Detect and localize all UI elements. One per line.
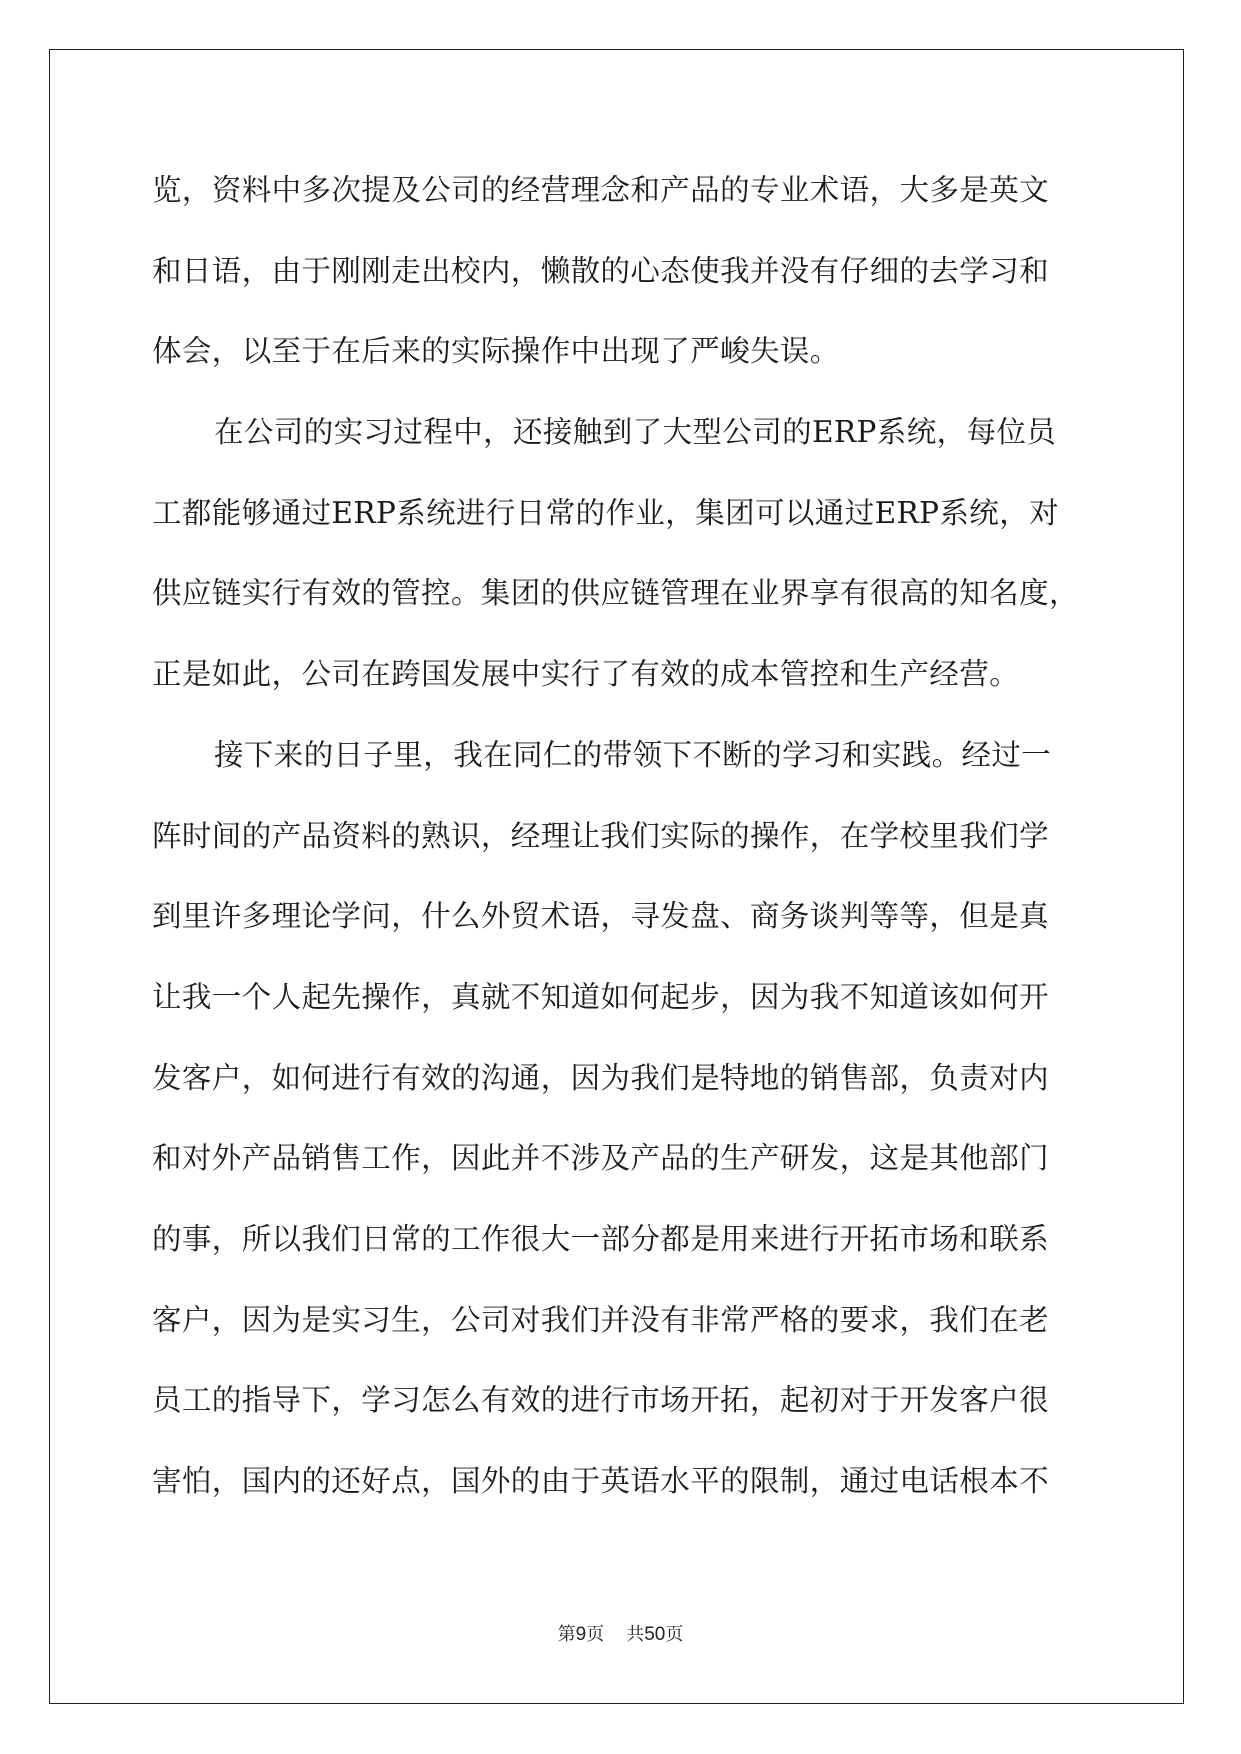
text-line: 览，资料中多次提及公司的经营理念和产品的专业术语，大多是英文 [152, 173, 1050, 207]
page-footer [0, 1620, 1241, 1646]
footer-page-suffix: 页 [586, 1624, 605, 1645]
text-line: 发客户，如何进行有效的沟通，因为我们是特地的销售部，负责对内 [152, 1060, 1050, 1095]
text-line: 阵时间的产品资料的熟识，经理让我们实际的操作，在学校里我们学 [152, 818, 1050, 853]
footer-total-prefix: 共 [626, 1624, 645, 1645]
paragraph-first-line: 在公司的实习过程中，还接触到了大型公司的ERP系统，每位员 [214, 415, 1057, 450]
footer-page-prefix: 第 [557, 1624, 576, 1645]
text-line: 员工的指导下，学习怎么有效的进行市场开拓，起初对于开发客户很 [152, 1383, 1050, 1418]
footer-page-number: 9 [575, 1624, 587, 1645]
text-line: 客户，因为是实习生，公司对我们并没有非常严格的要求，我们在老 [152, 1302, 1050, 1337]
text-line: 到里许多理论学问，什么外贸术语，寻发盘、商务谈判等等，但是真 [152, 899, 1050, 934]
text-line: 害怕，国内的还好点，国外的由于英语水平的限制，通过电话根本不 [152, 1464, 1050, 1498]
text-line: 和日语，由于刚刚走出校内，懒散的心态使我并没有仔细的去学习和 [152, 253, 1050, 288]
text-line: 工都能够通过ERP系统进行日常的作业，集团可以通过ERP系统，对 [152, 495, 1059, 530]
footer-total-pages: 50 [644, 1624, 666, 1645]
footer-total-suffix: 页 [665, 1624, 684, 1645]
document-body [152, 160, 1089, 1532]
text-line: 供应链实行有效的管控。集团的供应链管理在业界享有很高的知名度， [152, 576, 1079, 611]
paragraph-first-line: 接下来的日子里，我在同仁的带领下不断的学习和实践。经过一 [214, 737, 1052, 772]
text-line: 正是如此，公司在跨国发展中实行了有效的成本管控和生产经营。 [152, 657, 1020, 692]
text-line: 让我一个人起先操作，真就不知道如何起步，因为我不知道该如何开 [152, 979, 1050, 1014]
text-line: 体会，以至于在后来的实际操作中出现了严峻失误。 [152, 334, 840, 369]
text-line: 和对外产品销售工作，因此并不涉及产品的生产研发，这是其他部门 [152, 1141, 1050, 1176]
text-line: 的事，所以我们日常的工作很大一部分都是用来进行开拓市场和联系 [152, 1221, 1050, 1256]
